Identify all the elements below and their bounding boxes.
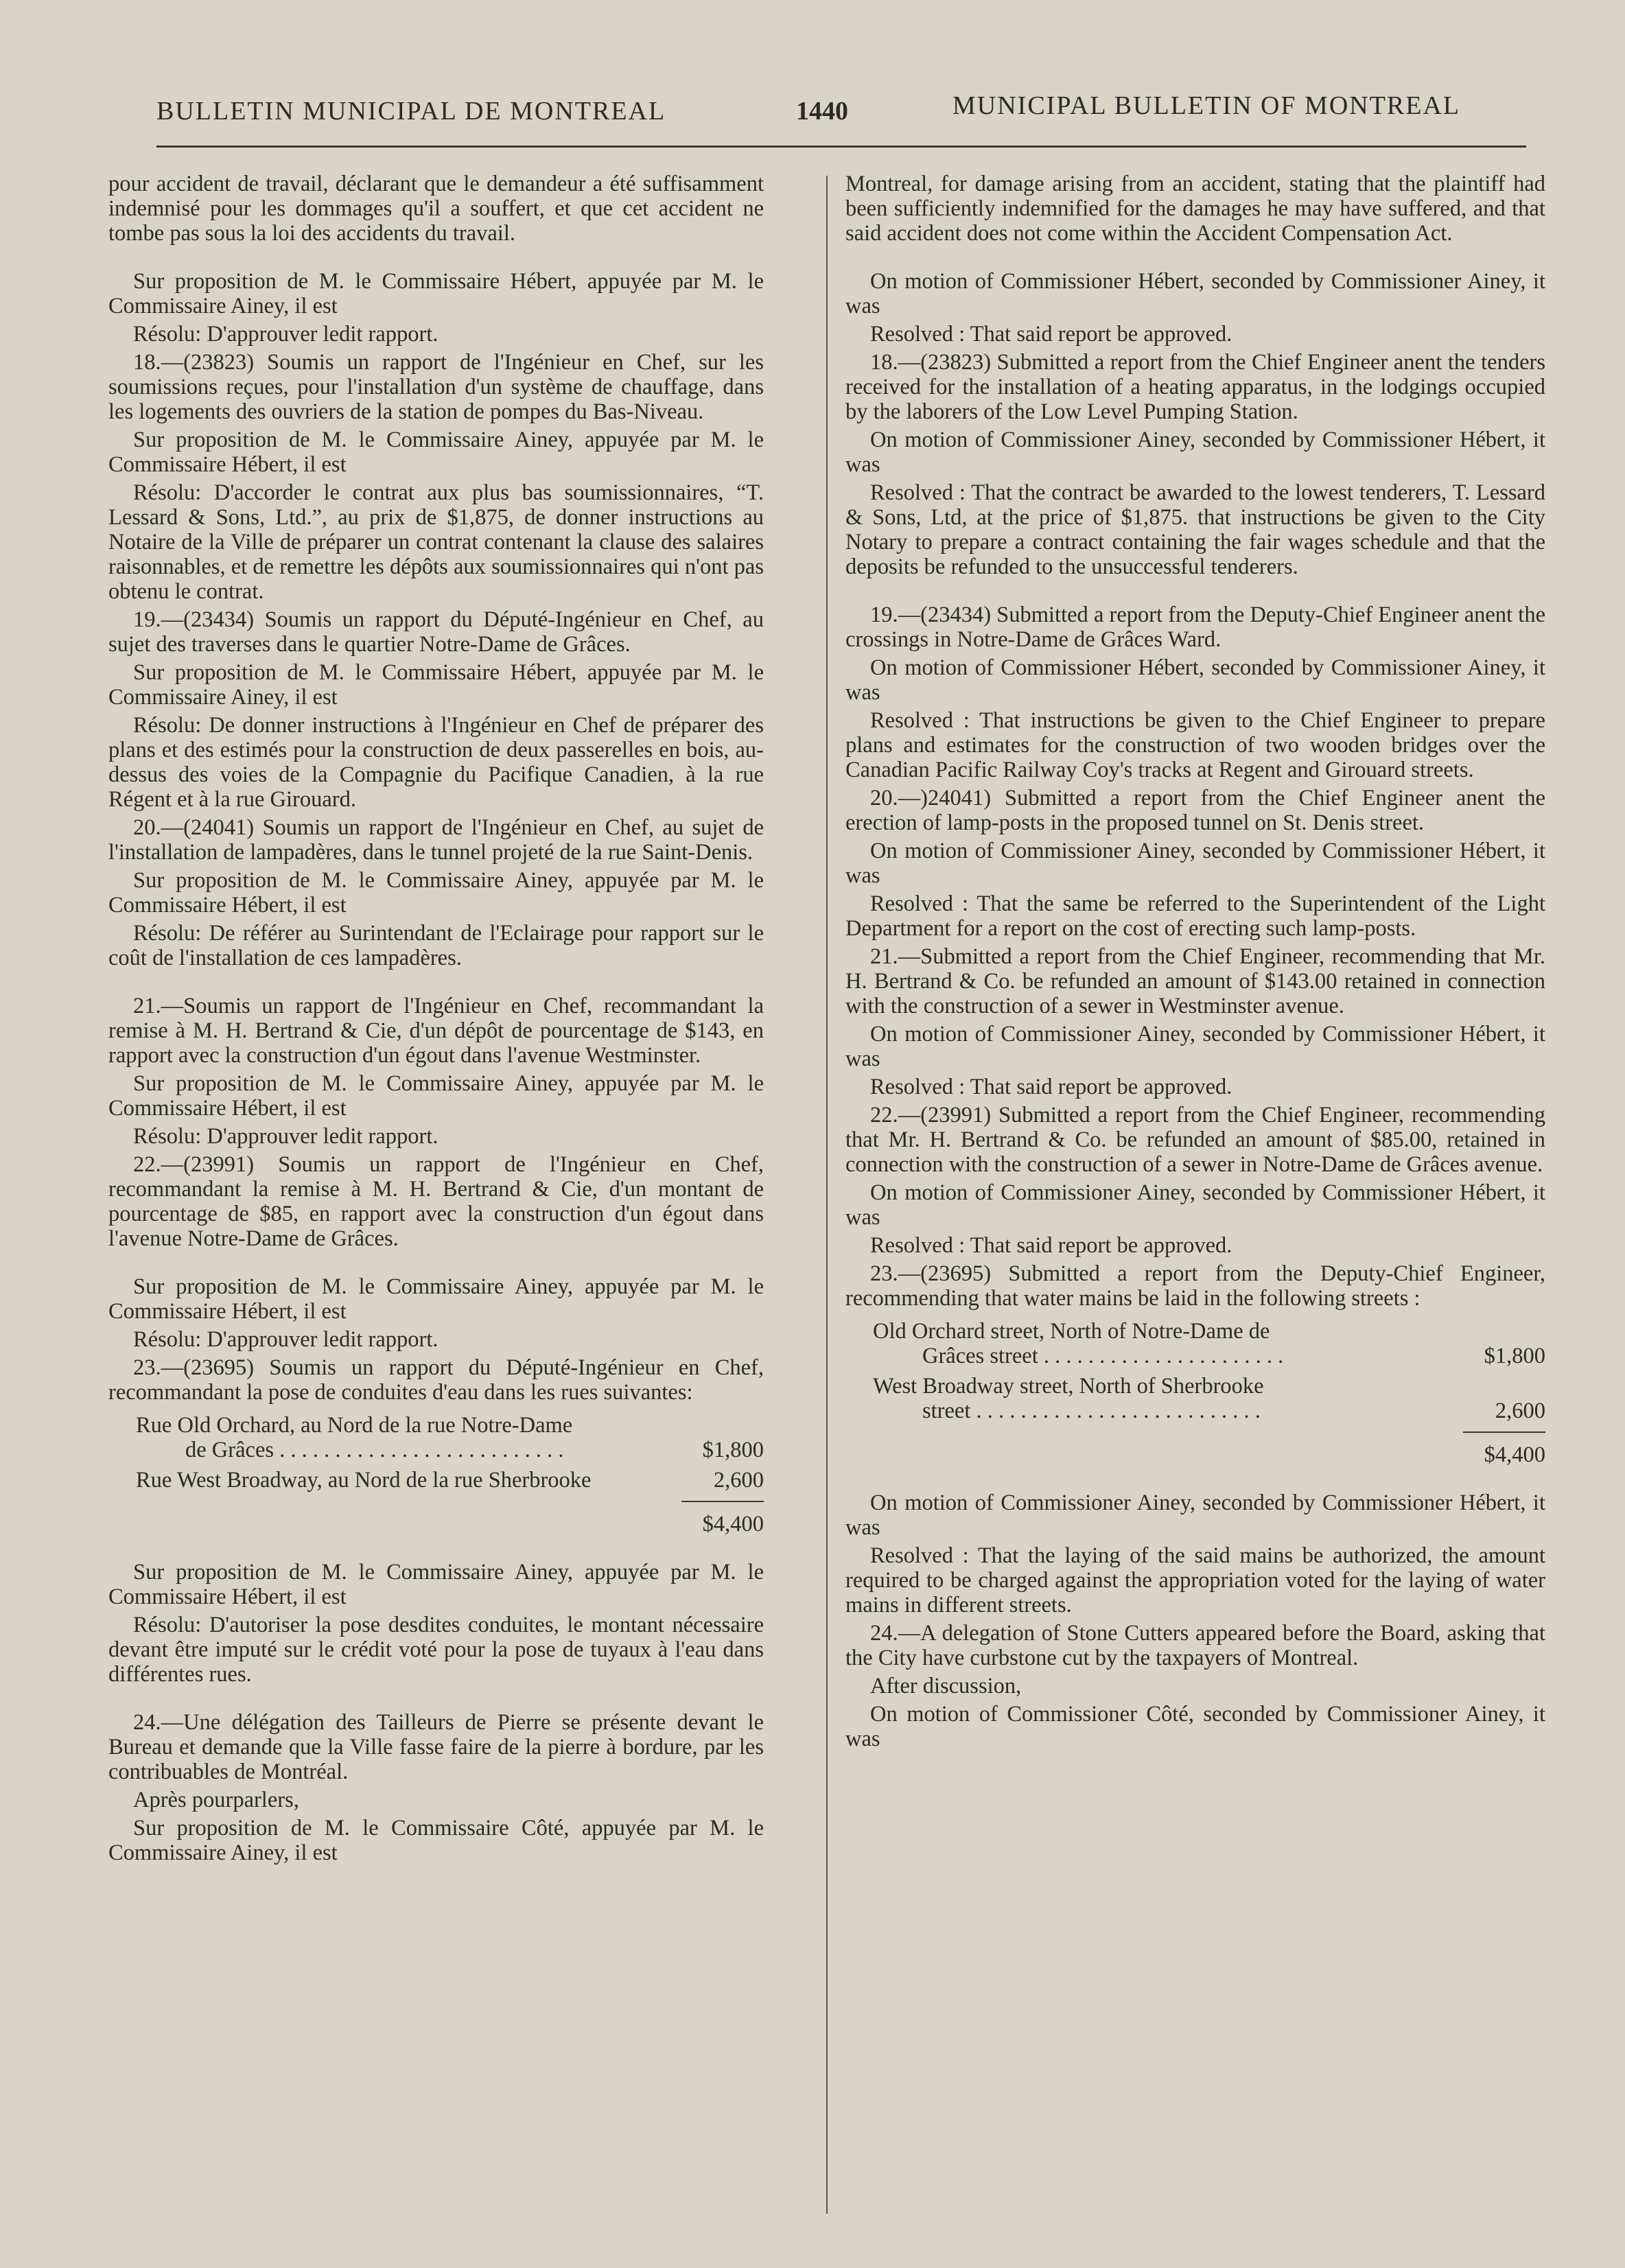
water-mains-table <box>108 1410 764 1495</box>
resolution-paragraph: Résolu: D'approuver ledit rapport. <box>133 322 439 347</box>
motion-paragraph: Sur proposition de M. le Commissaire Hébert, appuyée par M. le Commissaire Ainey, il est <box>108 660 764 710</box>
item-20-paragraph: 20.—)24041) Submitted a report from the Chief Engineer anent the erection of lamp-posts in the proposed tunnel on St. Denis street. <box>845 786 1545 835</box>
header-french-title: BULLETIN MUNICIPAL DE MONTREAL <box>156 97 666 126</box>
motion-paragraph: On motion of Commissioner Ainey, seconded by Commissioner Hébert, it was <box>845 1490 1545 1540</box>
resolution-paragraph: Résolu: D'accorder le contrat aux plus bas soumissionnaires, “T. Lessard & Sons, Ltd.”, au prix de $1,875, de donner instructions au Notaire de la Ville de préparer un contrat contenant la clause des salaires raisonnables, et de remettre les dépôts aux soumissionnaires qui n'ont pas obtenu le contrat. <box>108 480 764 604</box>
item-19-paragraph: 19.—(23434) Submitted a report from the Deputy-Chief Engineer anent the crossings in Notre-Dame de Grâces Ward. <box>845 603 1545 652</box>
resolution-paragraph: Resolved : That said report be approved. <box>870 322 1232 347</box>
street-name: Rue West Broadway, au Nord de la rue Sherbrooke <box>136 1468 592 1493</box>
item-20-paragraph: 20.—(24041) Soumis un rapport de l'Ingénieur en Chef, au sujet de l'installation de lampadères, dans le tunnel projeté de la rue Saint-Denis. <box>108 815 764 865</box>
header-rule <box>156 145 1526 148</box>
motion-paragraph: On motion of Commissioner Hébert, seconded by Commissioner Ainey, it was <box>845 655 1545 705</box>
column-divider <box>826 176 828 2214</box>
resolution-paragraph: Resolved : That the contract be awarded to the lowest tenderers, T. Lessard & Sons, Ltd, at the price of $1,875. that instructions be given to the City Notary to prepare a contract containing the fair wages schedule and that the deposits be refunded to the unsuccessful tenderers. <box>845 480 1545 579</box>
water-mains-table <box>845 1316 1545 1426</box>
discussion-paragraph: Après pourparlers, <box>133 1788 299 1812</box>
item-18-paragraph: 18.—(23823) Soumis un rapport de l'Ingénieur en Chef, sur les soumissions reçues, pour l'installation d'un système de chauffage, dans les logements des ouvriers de la station de pompes du Bas-Niveau. <box>108 350 764 424</box>
motion-paragraph: On motion of Commissioner Ainey, seconded by Commissioner Hébert, it was <box>845 1022 1545 1071</box>
motion-paragraph: Sur proposition de M. le Commissaire Ainey, appuyée par M. le Commissaire Hébert, il est <box>108 1071 764 1121</box>
motion-paragraph: Sur proposition de M. le Commissaire Ainey, appuyée par M. le Commissaire Hébert, il est <box>108 868 764 917</box>
motion-paragraph: On motion of Commissioner Ainey, seconded by Commissioner Hébert, it was <box>845 428 1545 477</box>
resolution-paragraph: Résolu: D'approuver ledit rapport. <box>133 1327 439 1352</box>
street-name: West Broadway street, North of Sherbrooke street . . . . . . . . . . . . . . . . . . . . . . . . . . <box>873 1374 1264 1423</box>
item-23-paragraph: 23.—(23695) Submitted a report from the Deputy-Chief Engineer, recommending that water mains be laid in the following streets : <box>845 1261 1545 1311</box>
resolution-paragraph: Résolu: De donner instructions à l'Ingénieur en Chef de préparer des plans et des estimés pour la construction de deux passerelles en bois, au-dessus des voies de la Compagnie du Pacifique Canadien, à la rue Régent et à la rue Girouard. <box>108 713 764 812</box>
resolution-paragraph: Resolved : That the same be referred to the Superintendent of the Light Department for a report on the cost of erecting such lamp-posts. <box>845 891 1545 941</box>
table-row <box>108 1410 764 1465</box>
header-english-title: MUNICIPAL BULLETIN OF MONTREAL <box>952 91 1461 120</box>
motion-paragraph: Sur proposition de M. le Commissaire Côté, appuyée par M. le Commissaire Ainey, il est <box>108 1816 764 1865</box>
resolution-paragraph: Resolved : That said report be approved. <box>870 1233 1232 1258</box>
french-column <box>108 172 764 1869</box>
amount: 2,600 <box>713 1468 764 1493</box>
motion-paragraph: Sur proposition de M. le Commissaire Ainey, appuyée par M. le Commissaire Hébert, il est <box>108 1560 764 1609</box>
table-row <box>845 1316 1545 1371</box>
amount: $1,800 <box>702 1438 764 1462</box>
item-21-paragraph: 21.—Soumis un rapport de l'Ingénieur en Chef, recommandant la remise à M. H. Bertrand & Cie, d'un dépôt de pourcentage de $143, en rapport avec la construction d'un égout dans l'avenue Westminster. <box>108 994 764 1068</box>
paragraph: pour accident de travail, déclarant que le demandeur a été suffisamment indemnisé pour les dommages qu'il a souffert, et que cet accident ne tombe pas sous la loi des accidents du travail. <box>108 172 764 246</box>
paragraph: Montreal, for damage arising from an accident, stating that the plaintiff had been sufficiently indemnified for the damages he may have suffered, and that said accident does not come within the Accident Compensation Act. <box>845 172 1545 246</box>
item-18-paragraph: 18.—(23823) Submitted a report from the Chief Engineer anent the tenders received for the installation of a heating apparatus, in the lodgings occupied by the laborers of the Low Level Pumping Station. <box>845 350 1545 424</box>
item-22-paragraph: 22.—(23991) Submitted a report from the Chief Engineer, recommending that Mr. H. Bertrand & Co. be refunded an amount of $85.00, retained in connection with the construction of a sewer in Notre-Dame de Grâces avenue. <box>845 1103 1545 1177</box>
discussion-paragraph: After discussion, <box>870 1674 1022 1698</box>
item-21-paragraph: 21.—Submitted a report from the Chief Engineer, recommending that Mr. H. Bertrand & Co. be refunded an amount of $143.00 retained in connection with the construction of a sewer in Westminster avenue. <box>845 944 1545 1018</box>
total-amount: $4,400 <box>702 1512 764 1536</box>
motion-paragraph: On motion of Commissioner Ainey, seconded by Commissioner Hébert, it was <box>845 839 1545 888</box>
motion-paragraph: On motion of Commissioner Côté, seconded by Commissioner Ainey, it was <box>845 1702 1545 1751</box>
table-row <box>845 1371 1545 1426</box>
resolution-paragraph: Résolu: D'autoriser la pose desdites conduites, le montant nécessaire devant être imputé sur le crédit voté pour la pose de tuyaux à l'eau dans différentes rues. <box>108 1613 764 1687</box>
item-24-paragraph: 24.—A delegation of Stone Cutters appeared before the Board, asking that the City have curbstone cut by the taxpayers of Montreal. <box>845 1621 1545 1670</box>
item-24-paragraph: 24.—Une délégation des Tailleurs de Pierre se présente devant le Bureau et demande que la Ville fasse faire de la pierre à bordure, par les contribuables de Montréal. <box>108 1710 764 1784</box>
motion-paragraph: Sur proposition de M. le Commissaire Ainey, appuyée par M. le Commissaire Hébert, il est <box>108 428 764 477</box>
amount: 2,600 <box>1495 1399 1545 1423</box>
resolution-paragraph: Resolved : That instructions be given to the Chief Engineer to prepare plans and estimates for the construction of two wooden bridges over the Canadian Pacific Railway Coy's tracks at Regent and Girouard streets. <box>845 708 1545 782</box>
motion-paragraph: On motion of Commissioner Ainey, seconded by Commissioner Hébert, it was <box>845 1180 1545 1230</box>
motion-paragraph: Sur proposition de M. le Commissaire Ainey, appuyée par M. le Commissaire Hébert, il est <box>108 1274 764 1324</box>
resolution-paragraph: Résolu: De référer au Surintendant de l'Eclairage pour rapport sur le coût de l'installation de ces lampadères. <box>108 921 764 970</box>
resolution-paragraph: Resolved : That said report be approved. <box>870 1075 1232 1099</box>
total-rule <box>681 1501 764 1502</box>
resolution-paragraph: Résolu: D'approuver ledit rapport. <box>133 1124 439 1149</box>
street-name: Old Orchard street, North of Notre-Dame de Grâces street . . . . . . . . . . . . . . . . . . . . . . <box>873 1319 1284 1368</box>
amount: $1,800 <box>1484 1344 1545 1368</box>
motion-paragraph: On motion of Commissioner Hébert, seconded by Commissioner Ainey, it was <box>845 269 1545 318</box>
item-19-paragraph: 19.—(23434) Soumis un rapport du Député-Ingénieur en Chef, au sujet des traverses dans le quartier Notre-Dame de Grâces. <box>108 607 764 657</box>
item-22-paragraph: 22.—(23991) Soumis un rapport de l'Ingénieur en Chef, recommandant la remise à M. H. Bertrand & Cie, d'un montant de pourcentage de $85, en rapport avec la construction d'un égout dans l'avenue Notre-Dame de Grâces. <box>108 1152 764 1251</box>
english-column <box>845 172 1545 1755</box>
table-row <box>108 1465 764 1495</box>
motion-paragraph: Sur proposition de M. le Commissaire Hébert, appuyée par M. le Commissaire Ainey, il est <box>108 269 764 318</box>
item-23-paragraph: 23.—(23695) Soumis un rapport du Député-Ingénieur en Chef, recommandant la pose de conduites d'eau dans les rues suivantes: <box>108 1355 764 1405</box>
total-rule <box>1463 1431 1545 1433</box>
page-number: 1440 <box>796 97 848 126</box>
street-name: Rue Old Orchard, au Nord de la rue Notre-Dame de Grâces . . . . . . . . . . . . . . . . . . . . . . . . . . <box>136 1413 573 1462</box>
resolution-paragraph: Resolved : That the laying of the said mains be authorized, the amount required to be charged against the appropriation voted for the laying of water mains in different streets. <box>845 1543 1545 1617</box>
total-amount: $4,400 <box>1484 1442 1545 1467</box>
